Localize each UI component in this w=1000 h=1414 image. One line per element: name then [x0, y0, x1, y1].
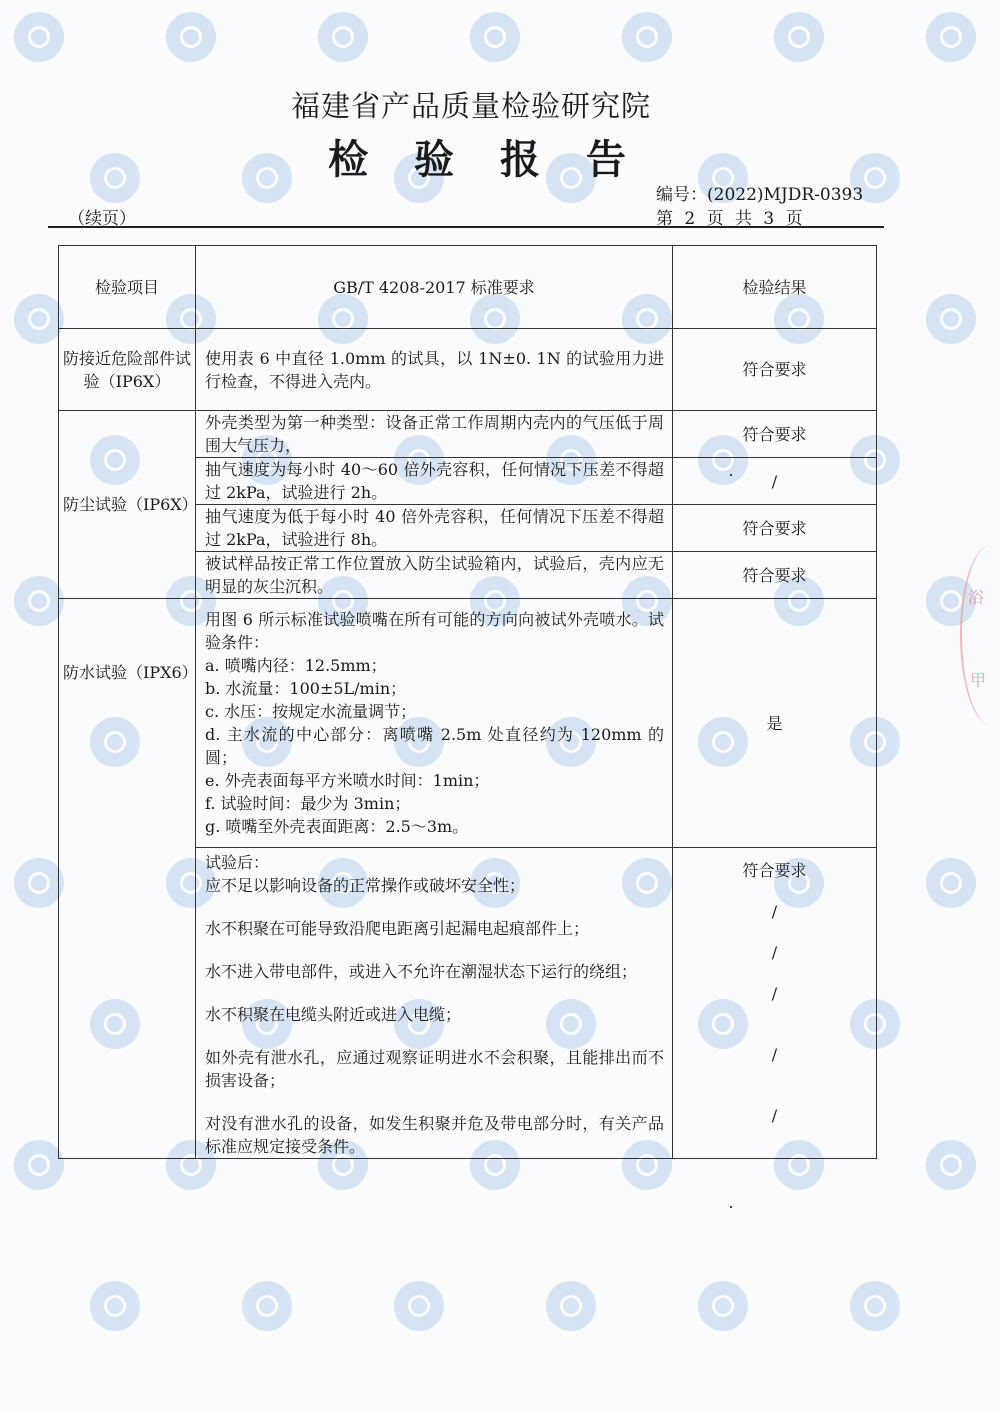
- result-cell: 符合要求: [673, 552, 877, 599]
- report-number: 编号：(2022)MJDR-0393: [656, 185, 864, 205]
- item-cell: 防尘试验（IP6X）: [59, 411, 196, 599]
- column-header-item: 检验项目: [59, 246, 196, 329]
- result-cell: 符合要求: [673, 411, 877, 458]
- stamp-char: 浴: [968, 588, 985, 607]
- condition-item: g. 喷嘴至外壳表面距离：2.5～3m。: [205, 817, 469, 836]
- after-result: /: [771, 1106, 778, 1125]
- after-item: 应不足以影响设备的正常操作或破坏安全性；: [205, 876, 526, 895]
- table-row: [59, 599, 877, 848]
- after-item: 水不积聚在电缆头附近或进入电缆；: [205, 1005, 462, 1024]
- condition-item: f. 试验时间：最少为 3min；: [205, 794, 411, 813]
- condition-item: d. 主水流的中心部分：离喷嘴 2.5m 处直径约为 120mm 的圆；: [205, 725, 664, 767]
- header-rule: [48, 226, 884, 228]
- result-cell: 符合要求: [673, 505, 877, 552]
- inspection-table: [58, 245, 877, 1159]
- item-cell: 防接近危险部件试验（IP6X）: [59, 329, 196, 411]
- requirement-cell: 抽气速度为每小时 40～60 倍外壳容积，任何情况下压差不得超过 2kPa，试验进行 2h。: [196, 458, 673, 505]
- after-result: /: [771, 943, 778, 962]
- after-item: 水不进入带电部件，或进入不允许在潮湿状态下运行的绕组；: [205, 962, 638, 981]
- result-cell: 是: [673, 599, 877, 848]
- after-result: 符合要求: [742, 861, 807, 880]
- page-info: 第 2 页 共 3 页: [656, 209, 803, 229]
- speck: [730, 1206, 732, 1208]
- condition-item: a. 喷嘴内径：12.5mm；: [205, 656, 387, 675]
- column-header-result: 检验结果: [673, 246, 877, 329]
- requirement-cell: 抽气速度为低于每小时 40 倍外壳容积，任何情况下压差不得超过 2kPa，试验进行 8h。: [196, 505, 673, 552]
- after-result: /: [771, 902, 778, 921]
- after-intro: 试验后：: [205, 853, 270, 872]
- continued-label: （续页）: [68, 209, 136, 229]
- condition-item: c. 水压：按规定水流量调节；: [205, 702, 417, 721]
- requirement-cell: 外壳类型为第一种类型：设备正常工作周期内壳内的气压低于周围大气压力，: [196, 411, 673, 458]
- after-item: 水不积聚在可能导致沿爬电距离引起漏电起痕部件上；: [205, 919, 590, 938]
- after-item: 对没有泄水孔的设备，如发生积聚并危及带电部分时，有关产品标准应规定接受条件。: [205, 1114, 664, 1156]
- table-header-row: [59, 246, 877, 329]
- condition-item: e. 外壳表面每平方米喷水时间：1min；: [205, 771, 490, 790]
- item-cell: 防水试验（IPX6）: [59, 599, 196, 1159]
- requirement-cell: [196, 848, 673, 1159]
- requirement-cell: 被试样品按正常工作位置放入防尘试验箱内，试验后，壳内应无明显的灰尘沉积。: [196, 552, 673, 599]
- requirement-cell: 使用表 6 中直径 1.0mm 的试具，以 1N±0. 1N 的试验用力进行检查，不得进入壳内。: [196, 329, 673, 411]
- requirement-cell: [196, 599, 673, 848]
- conditions-intro: 用图 6 所示标准试验喷嘴在所有可能的方向向被试外壳喷水。试验条件：: [205, 610, 664, 652]
- stamp-char: 甲: [970, 671, 987, 690]
- result-cell: 符合要求: [673, 329, 877, 411]
- result-cell: [673, 848, 877, 1159]
- column-header-requirement: GB/T 4208-2017 标准要求: [196, 246, 673, 329]
- org-name: 福建省产品质量检验研究院: [290, 89, 651, 123]
- table-row: [59, 411, 877, 458]
- result-cell: /: [673, 458, 877, 505]
- after-result: /: [771, 984, 778, 1003]
- after-result: /: [771, 1045, 778, 1064]
- condition-item: b. 水流量：100±5L/min；: [205, 679, 407, 698]
- after-item: 如外壳有泄水孔，应通过观察证明进水不会积聚，且能排出而不损害设备；: [205, 1048, 664, 1090]
- table-row: [59, 329, 877, 411]
- report-title: 检 验 报 告: [328, 136, 642, 183]
- speck: [730, 474, 732, 476]
- red-stamp-partial: [960, 545, 1000, 725]
